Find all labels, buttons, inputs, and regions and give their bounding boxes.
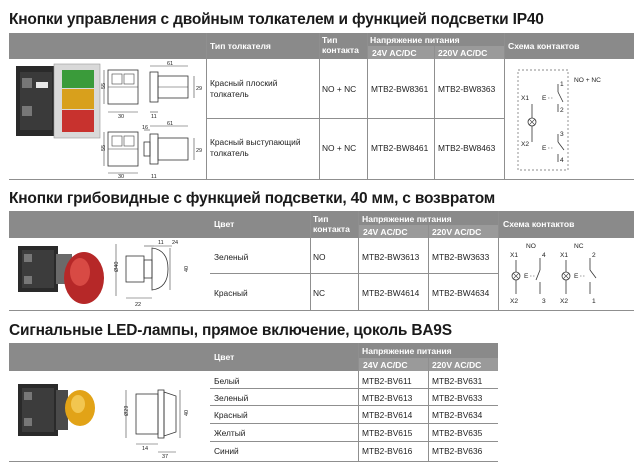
s2-scheme-nc: NC bbox=[574, 243, 584, 250]
s1-row1-contact: NO + NC bbox=[322, 84, 357, 94]
s3-row1-color: Белый bbox=[214, 376, 240, 386]
s2-scheme-x2-b: X2 bbox=[560, 298, 569, 305]
s2-bottom-rule bbox=[9, 310, 634, 311]
s2-header-scheme: Схема контактов bbox=[503, 219, 575, 229]
section1-title: Кнопки управления с двойным толкателем и функцией подсветки IP40 bbox=[9, 11, 544, 28]
s1-row-divider bbox=[206, 118, 504, 119]
s3-row5-color: Синий bbox=[214, 446, 239, 456]
svg-text:E: E bbox=[524, 273, 529, 280]
s2-contact-scheme bbox=[502, 240, 632, 308]
s1-row1-24v: MTB2-BW8361 bbox=[371, 84, 429, 94]
s3-row2-24v: MTB2-BV613 bbox=[362, 393, 413, 403]
s1-scheme-x1: X1 bbox=[521, 95, 530, 102]
s1r1-dim-30: 30 bbox=[118, 114, 125, 120]
s1-scheme-contact-label: NO + NC bbox=[574, 77, 601, 84]
s3-header-24v: 24V AC/DC bbox=[363, 360, 408, 370]
s3-header-voltage: Напряжение питания bbox=[362, 346, 452, 356]
s2-drawing bbox=[108, 240, 208, 308]
s3-bottom-rule bbox=[9, 461, 498, 462]
s2-row2-contact: NC bbox=[313, 288, 326, 298]
s3-dim-14: 14 bbox=[142, 446, 149, 452]
s1r2-dim-61: 61 bbox=[167, 121, 174, 127]
s3-row-divider bbox=[210, 388, 498, 389]
s1r2-dim-30: 30 bbox=[118, 174, 125, 180]
s2-dim-22: 22 bbox=[135, 302, 142, 308]
s1r2-dim-29: 29 bbox=[196, 148, 203, 154]
s3-row5-24v: MTB2-BV616 bbox=[362, 446, 413, 456]
s3-row-divider bbox=[210, 441, 498, 442]
s2-header-contact-type: Тип контакта bbox=[313, 214, 350, 234]
s2-col-divider bbox=[310, 211, 311, 310]
s1-header-24v: 24V AC/DC bbox=[372, 48, 417, 58]
s2-dim-40: 40 bbox=[184, 265, 190, 272]
s1-bottom-rule bbox=[9, 179, 634, 180]
s1-col-divider bbox=[434, 46, 435, 179]
s3-row1-220v: MTB2-BV631 bbox=[432, 376, 483, 386]
s1r2-dim-11: 11 bbox=[151, 174, 157, 180]
s2-row1-contact: NO bbox=[313, 252, 326, 262]
s1-scheme-x2: X2 bbox=[521, 141, 530, 148]
s1-row1-type: Красный плоский толкатель bbox=[210, 78, 278, 99]
s2-row1-220v: MTB2-BW3633 bbox=[432, 252, 490, 262]
s1-col-divider bbox=[504, 33, 505, 179]
s2-row2-220v: MTB2-BW4634 bbox=[432, 288, 490, 298]
s2-dim-d40: Ø40 bbox=[114, 261, 120, 272]
s2-scheme-no-4: 4 bbox=[542, 252, 546, 259]
s2-header-color: Цвет bbox=[214, 219, 235, 229]
s1r2-dim-55: 55 bbox=[101, 144, 107, 151]
s3-header-220v: 220V AC/DC bbox=[432, 360, 482, 370]
double-pushbutton-photo bbox=[14, 62, 104, 142]
s1r1-dim-61: 61 bbox=[167, 61, 174, 67]
s2-scheme-x1-b: X1 bbox=[560, 252, 569, 259]
svg-text:E: E bbox=[542, 145, 547, 152]
s3-col-divider bbox=[428, 358, 429, 461]
s1-col-divider bbox=[206, 33, 207, 179]
s1-row2-220v: MTB2-BW8463 bbox=[438, 143, 496, 153]
s2-row2-color: Красный bbox=[214, 288, 248, 298]
s3-row3-24v: MTB2-BV614 bbox=[362, 410, 413, 420]
s1-row2-contact: NO + NC bbox=[322, 143, 357, 153]
section3-title: Сигнальные LED-лампы, прямое включение, цоколь BA9S bbox=[9, 322, 452, 339]
s2-row-divider bbox=[210, 273, 498, 274]
s2-scheme-no-3: 3 bbox=[542, 298, 546, 305]
svg-text:E: E bbox=[574, 273, 579, 280]
s1r1-dim-29: 29 bbox=[196, 86, 203, 92]
s1-header-contact-type: Тип контакта bbox=[322, 35, 359, 55]
mushroom-button-photo bbox=[14, 240, 104, 308]
s1-scheme-n4: 4 bbox=[560, 157, 564, 164]
s3-row4-color: Желтый bbox=[214, 428, 246, 438]
s2-header-24v: 24V AC/DC bbox=[363, 227, 408, 237]
s2-row1-color: Зеленый bbox=[214, 252, 249, 262]
s1-scheme-n3: 3 bbox=[560, 131, 564, 138]
s3-dim-37: 37 bbox=[162, 454, 169, 460]
s2-header-voltage: Напряжение питания bbox=[362, 214, 452, 224]
s3-row4-24v: MTB2-BV615 bbox=[362, 428, 413, 438]
section2-title: Кнопки грибовидные с функцией подсветки, 40 мм, с возвратом bbox=[9, 190, 496, 207]
s2-scheme-no: NO bbox=[526, 243, 536, 250]
s2-header-220v: 220V AC/DC bbox=[432, 227, 482, 237]
s1-col-divider bbox=[319, 33, 320, 179]
s3-header-color: Цвет bbox=[214, 352, 235, 362]
s2-scheme-x2-a: X2 bbox=[510, 298, 519, 305]
s3-row4-220v: MTB2-BV635 bbox=[432, 428, 483, 438]
s3-dim-d29: Ø29 bbox=[124, 405, 130, 416]
s1-scheme-n1: 1 bbox=[560, 81, 564, 88]
s1r1-dim-11: 11 bbox=[151, 114, 157, 120]
s1-header-type: Тип толкателя bbox=[210, 41, 271, 51]
s1r2-dim-16: 16 bbox=[142, 125, 149, 131]
led-lamp-photo bbox=[14, 376, 104, 456]
s3-row1-24v: MTB2-BV611 bbox=[362, 376, 412, 386]
s3-row2-220v: MTB2-BV633 bbox=[432, 393, 483, 403]
s2-scheme-nc-1: 1 bbox=[592, 298, 596, 305]
s3-col-divider bbox=[358, 343, 359, 461]
s1-row2-drawing bbox=[101, 120, 204, 180]
s1-row1-drawing bbox=[101, 61, 204, 120]
s3-dim-40: 40 bbox=[184, 409, 190, 416]
s3-drawing bbox=[118, 374, 208, 460]
s1-header-voltage: Напряжение питания bbox=[370, 35, 460, 45]
s1-header-220v: 220V AC/DC bbox=[438, 48, 488, 58]
s2-col-divider bbox=[498, 211, 499, 310]
svg-text:E: E bbox=[542, 95, 547, 102]
s1-scheme-n2: 2 bbox=[560, 107, 564, 114]
s1-col-divider bbox=[367, 33, 368, 179]
s1-contact-scheme bbox=[508, 62, 632, 176]
s2-row2-24v: MTB2-BW4614 bbox=[362, 288, 420, 298]
s2-scheme-nc-2: 2 bbox=[592, 252, 596, 259]
s2-col-divider bbox=[428, 225, 429, 310]
s2-col-divider bbox=[358, 211, 359, 310]
s2-scheme-x1-a: X1 bbox=[510, 252, 519, 259]
s3-row-divider bbox=[210, 405, 498, 406]
s1-header-scheme: Схема контактов bbox=[508, 41, 580, 51]
s1-row2-type: Красный выступающий толкатель bbox=[210, 137, 301, 158]
s1-row1-220v: MTB2-BW8363 bbox=[438, 84, 496, 94]
s3-row3-220v: MTB2-BV634 bbox=[432, 410, 483, 420]
s2-dim-11: 11 bbox=[158, 240, 164, 246]
s3-row5-220v: MTB2-BV636 bbox=[432, 446, 483, 456]
s3-row2-color: Зеленый bbox=[214, 393, 249, 403]
s3-row-divider bbox=[210, 423, 498, 424]
s2-row1-24v: MTB2-BW3613 bbox=[362, 252, 420, 262]
s3-row3-color: Красный bbox=[214, 410, 248, 420]
s1r1-dim-55: 55 bbox=[101, 82, 107, 89]
s2-dim-24: 24 bbox=[172, 240, 179, 246]
s1-row2-24v: MTB2-BW8461 bbox=[371, 143, 429, 153]
